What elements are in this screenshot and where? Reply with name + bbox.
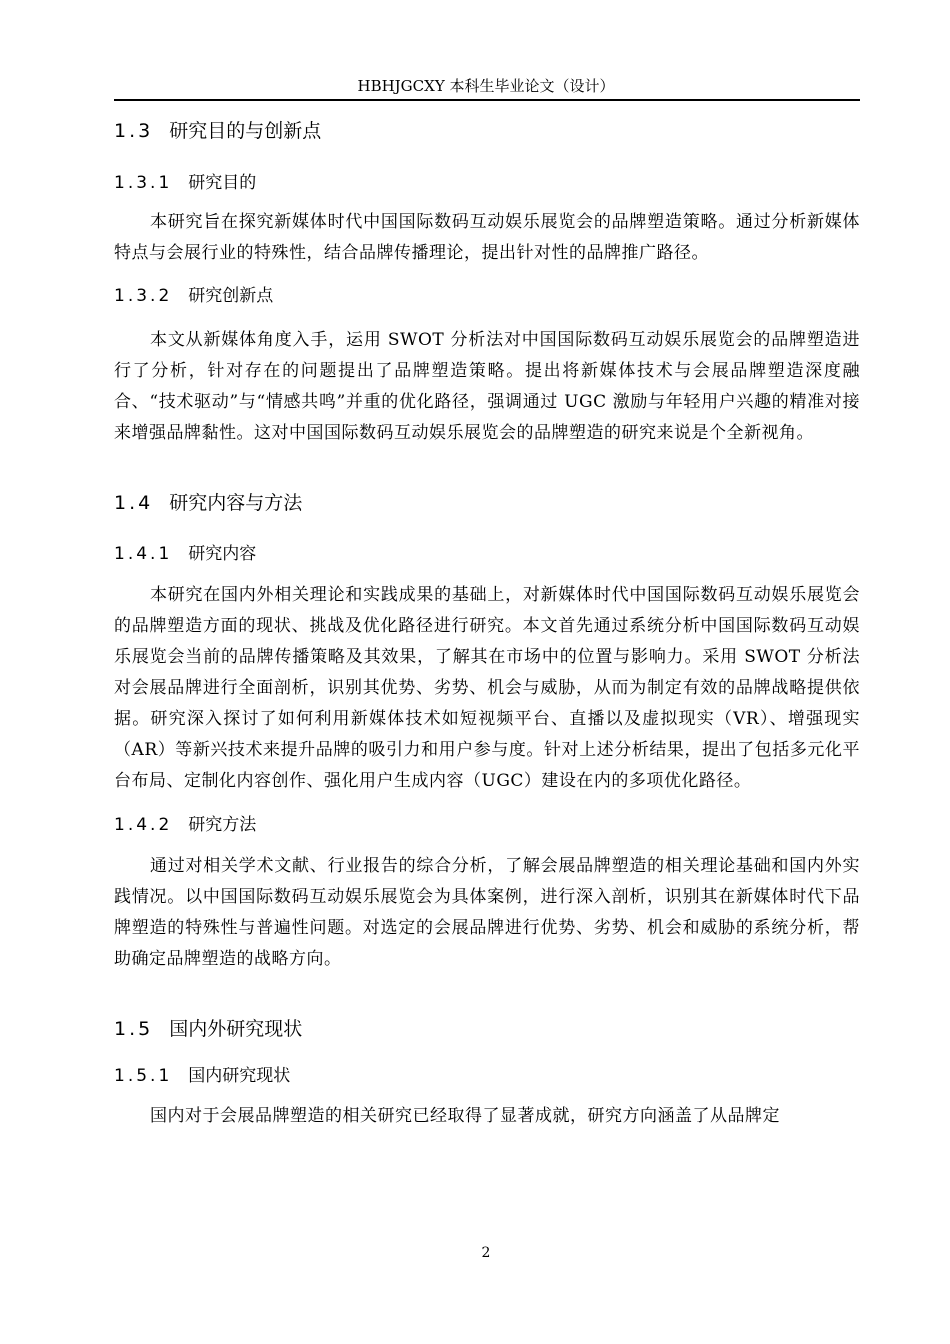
section-number: 1.4 — [114, 492, 154, 514]
subsection-title: 研究目的 — [188, 173, 257, 193]
subsection-number: 1.3.1 — [114, 173, 173, 193]
section-title: 国内外研究现状 — [169, 1018, 303, 1040]
paragraph: 本文从新媒体角度入手，运用 SWOT 分析法对中国国际数码互动娱乐展览会的品牌塑造进行了分析，针对存在的问题提出了品牌塑造策略。提出将新媒体技术与会展品牌塑造深度融合、“技术驱动”与“情感共鸣”并重的优化路径，强调通过 UGC 激励与年轻用户兴趣的精准对接来增强品牌黏性。这对中国国际数码互动娱乐展览会的品牌塑造的研究来说是个全新视角。 — [114, 330, 860, 443]
paragraph: 通过对相关学术文献、行业报告的综合分析，了解会展品牌塑造的相关理论基础和国内外实践情况。以中国国际数码互动娱乐展览会为具体案例，进行深入剖析，识别其在新媒体时代下品牌塑造的特殊性与普遍性问题。对选定的会展品牌进行优势、劣势、机会和威胁的系统分析，帮助确定品牌塑造的战略方向。 — [114, 856, 860, 969]
paragraph: 本研究在国内外相关理论和实践成果的基础上，对新媒体时代中国国际数码互动娱乐展览会的品牌塑造方面的现状、挑战及优化路径进行研究。本文首先通过系统分析中国国际数码互动娱乐展览会当前的品牌传播策略及其效果，了解其在市场中的位置与影响力。采用 SWOT 分析法对会展品牌进行全面剖析，识别其优势、劣势、机会与威胁，从而为制定有效的品牌战略提供依据。研究深入探讨了如何利用新媒体技术如短视频平台、直播以及虚拟现实（VR）、增强现实（AR）等新兴技术来提升品牌的吸引力和用户参与度。针对上述分析结果，提出了包括多元化平台布局、定制化内容创作、强化用户生成内容（UGC）建设在内的多项优化路径。 — [114, 585, 860, 791]
subsection-number: 1.4.1 — [114, 544, 173, 564]
subsection-number: 1.4.2 — [114, 815, 173, 835]
section-heading-1-4 — [114, 489, 860, 517]
subsection-title: 研究内容 — [188, 544, 257, 564]
section-title: 研究目的与创新点 — [169, 120, 322, 142]
subsection-number: 1.3.2 — [114, 286, 173, 306]
paragraph: 本研究旨在探究新媒体时代中国国际数码互动娱乐展览会的品牌塑造策略。通过分析新媒体特点与会展行业的特殊性，结合品牌传播理论，提出针对性的品牌推广路径。 — [114, 212, 860, 263]
section-heading-1-3 — [114, 117, 860, 145]
running-header: HBHJGCXY 本科生毕业论文（设计） — [357, 77, 615, 95]
subsection-heading-1-4-1 — [114, 541, 860, 567]
subsection-number: 1.5.1 — [114, 1066, 173, 1086]
subsection-heading-1-3-1 — [114, 170, 860, 196]
paragraph: 国内对于会展品牌塑造的相关研究已经取得了显著成就，研究方向涵盖了从品牌定 — [150, 1106, 780, 1126]
page-number: 2 — [481, 1245, 491, 1261]
subsection-title: 研究方法 — [188, 815, 257, 835]
subsection-heading-1-3-2 — [114, 283, 860, 309]
header-divider — [114, 99, 860, 101]
section-heading-1-5 — [114, 1015, 860, 1043]
section-number: 1.3 — [114, 120, 154, 142]
subsection-title: 研究创新点 — [188, 286, 274, 306]
subsection-title: 国内研究现状 — [188, 1066, 291, 1086]
subsection-heading-1-4-2 — [114, 812, 860, 838]
subsection-heading-1-5-1 — [114, 1063, 860, 1089]
document-body — [114, 114, 860, 1132]
section-title: 研究内容与方法 — [169, 492, 303, 514]
section-number: 1.5 — [114, 1018, 154, 1040]
